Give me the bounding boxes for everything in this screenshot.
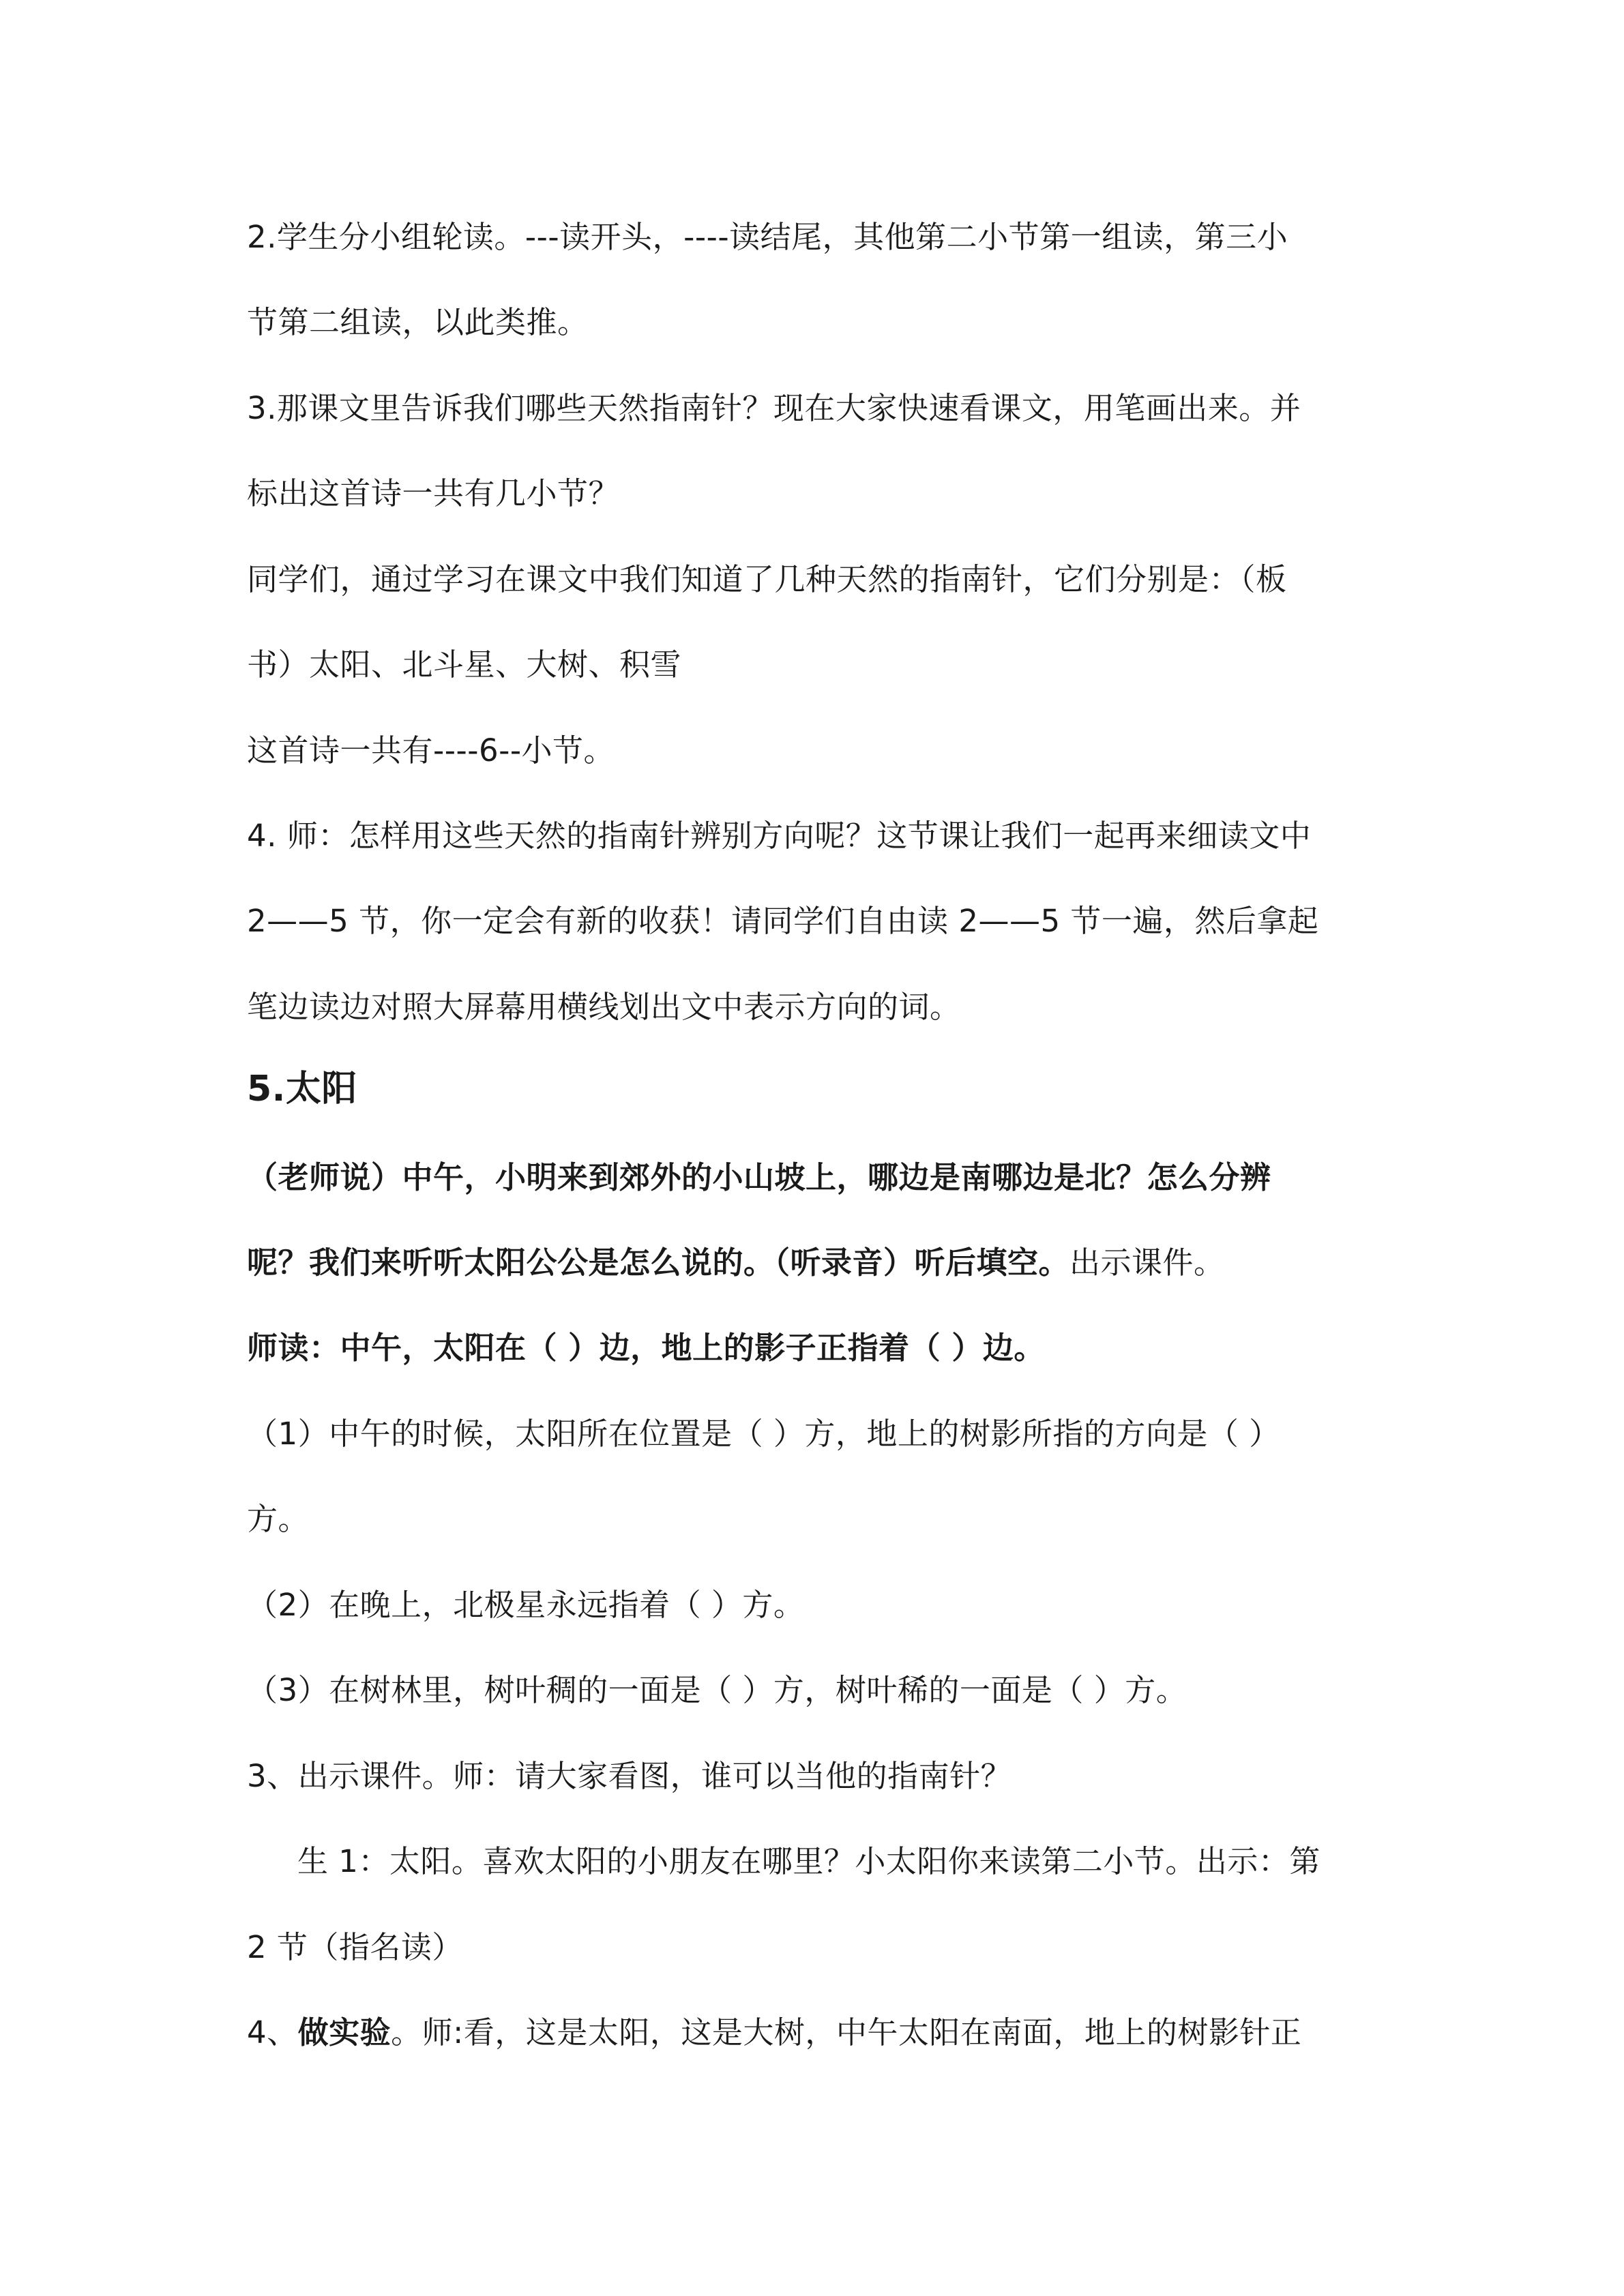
paragraph-line: 2.学生分小组轮读。---读开头，----读结尾，其他第二小节第一组读，第三小: [247, 219, 1288, 255]
question-line: （2）在晚上，北极星永远指着（ ）方。: [247, 1587, 805, 1623]
step-3-line: 3、出示课件。师：请大家看图，谁可以当他的指南针？: [247, 1758, 1012, 1794]
paragraph-line: 4. 师：怎样用这些天然的指南针辨别方向呢？这节课让我们一起再来细读文中: [247, 818, 1312, 854]
paragraph-line: 节第二组读，以此类推。: [247, 304, 589, 340]
step-4-prefix: 4、: [247, 2014, 298, 2051]
paragraph-line: 标出这首诗一共有几小节？: [247, 475, 620, 511]
student-answer-line: 生 1：太阳。喜欢太阳的小朋友在哪里？小太阳你来读第二小节。出示：第: [297, 1843, 1320, 1879]
paragraph-line: 同学们，通过学习在课文中我们知道了几种天然的指南针，它们分别是：（板: [247, 561, 1287, 597]
bold-text: 呢？我们来听听太阳公公是怎么说的。（听录音）听后填空。: [247, 1244, 1070, 1281]
section-heading: 5.太阳: [247, 1069, 357, 1109]
step-4-line: [247, 2012, 1393, 2053]
question-line: （1）中午的时候，太阳所在位置是（ ）方，地上的树影所指的方向是（ ）: [247, 1416, 1280, 1452]
step-4-text: 。师:看，这是太阳，这是大树，中午太阳在南面，地上的树影针正: [391, 2014, 1302, 2051]
teacher-read-line: 师读：中午，太阳在（ ）边，地上的影子正指着（ ）边。: [247, 1330, 1045, 1366]
question-line: 方。: [247, 1501, 310, 1537]
courseware-note: 出示课件。: [1069, 1244, 1225, 1281]
bold-paragraph-line: （老师说）中午，小明来到郊外的小山坡上，哪边是南哪边是北？怎么分辨: [247, 1159, 1271, 1195]
paragraph-line: 笔边读边对照大屏幕用横线划出文中表示方向的词。: [247, 989, 961, 1025]
paragraph-line: 2——5 节，你一定会有新的收获！请同学们自由读 2——5 节一遍，然后拿起: [247, 903, 1319, 939]
question-line: （3）在树林里，树叶稠的一面是（ ）方，树叶稀的一面是（ ）方。: [247, 1672, 1187, 1708]
experiment-label: 做实验: [297, 2014, 392, 2051]
paragraph-line: 书）太阳、北斗星、大树、积雪: [247, 646, 682, 683]
bold-paragraph-line-with-note: [247, 1242, 1393, 1283]
paragraph-line: 3.那课文里告诉我们哪些天然指南针？现在大家快速看课文，用笔画出来。并: [247, 390, 1301, 426]
paragraph-line: 这首诗一共有----6--小节。: [247, 732, 615, 769]
student-answer-line: 2 节（指名读）: [247, 1929, 463, 1965]
